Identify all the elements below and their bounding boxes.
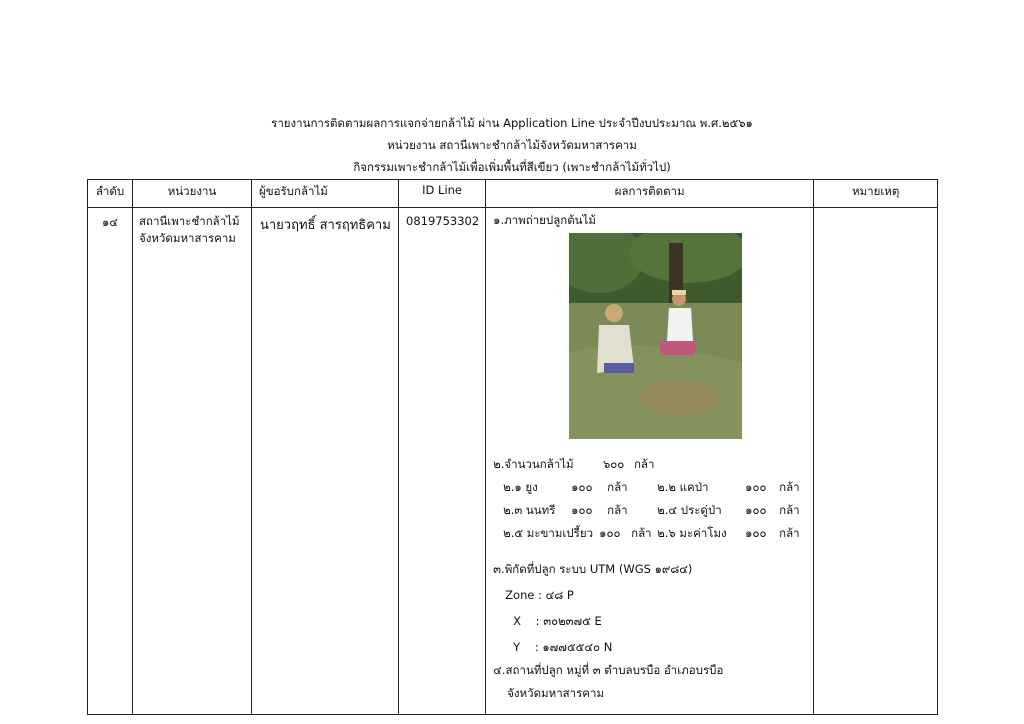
species-unit: กล้า	[607, 503, 628, 517]
utm-y: Y : ๑๗๗๕๕๔๐ N	[513, 640, 613, 654]
utm-x: X : ๓๐๒๓๗๕ E	[513, 614, 602, 628]
species-name: ๒.๑ ยูง	[503, 480, 538, 494]
count-label: ๒.จำนวนกล้าไม้	[493, 457, 574, 471]
species-qty: ๑๐๐	[745, 526, 767, 540]
species-row-1	[493, 476, 813, 499]
planting-photo	[569, 233, 742, 439]
count-value: ๖๐๐	[602, 457, 625, 471]
agency-name: สถานีเพาะชำกล้าไม้จังหวัดมหาสารคาม	[139, 214, 240, 245]
species-qty: ๑๐๐	[571, 503, 593, 517]
col-header-agency: หน่วยงาน	[133, 180, 252, 208]
order-number: ๑๔	[101, 215, 118, 229]
place-line-2: จังหวัดมหาสารคาม	[507, 686, 605, 700]
col-header-result: ผลการติดตาม	[486, 180, 814, 208]
utm-zone: Zone : ๔๘ P	[505, 588, 574, 602]
species-unit: กล้า	[779, 480, 800, 494]
species-name: ๒.๓ นนทรี	[503, 503, 556, 517]
species-name: ๒.๒ แคป่า	[657, 480, 709, 494]
count-unit: กล้า	[633, 457, 655, 471]
col-header-id-line: ID Line	[399, 180, 486, 208]
cell-result	[486, 208, 814, 715]
species-qty: ๑๐๐	[745, 503, 767, 517]
table-header-row	[88, 180, 938, 208]
species-unit: กล้า	[779, 526, 800, 540]
species-unit: กล้า	[607, 480, 628, 494]
species-qty: ๑๐๐	[745, 480, 767, 494]
note-value	[814, 208, 937, 213]
col-header-note: หมายเหตุ	[814, 180, 938, 208]
col-header-recipient: ผู้ขอรับกล้าไม้	[252, 180, 399, 208]
species-unit: กล้า	[779, 503, 800, 517]
species-qty: ๑๐๐	[571, 480, 593, 494]
cell-recipient	[252, 208, 399, 715]
cell-agency	[133, 208, 252, 715]
photo-title: ๑.ภาพถ่ายปลูกต้นไม้	[493, 213, 596, 227]
table-row	[88, 208, 938, 715]
report-unit: หน่วยงาน สถานีเพาะชำกล้าไม้จังหวัดมหาสารคาม	[387, 138, 637, 152]
cell-id-line	[399, 208, 486, 715]
coord-title: ๓.พิกัดที่ปลูก ระบบ UTM (WGS ๑๙๘๔)	[493, 562, 693, 576]
place-line-1: ๔.สถานที่ปลูก หมู่ที่ ๓ ตำบลบรบือ อำเภอบรบือ	[493, 663, 724, 677]
species-name: ๒.๕ มะขามเปรี้ยว	[503, 526, 594, 540]
species-qty: ๑๐๐	[599, 526, 621, 540]
species-name: ๒.๖ มะค่าโมง	[657, 526, 727, 540]
count-line	[493, 453, 813, 476]
col-header-order: ลำดับ	[88, 180, 133, 208]
species-row-2	[493, 499, 813, 522]
cell-note	[814, 208, 938, 715]
report-table	[87, 179, 938, 715]
species-unit: กล้า	[631, 526, 652, 540]
report-activity: กิจกรรมเพาะชำกล้าไม้เพื่อเพิ่มพื้นที่สีเขียว (เพาะชำกล้าไม้ทั่วไป)	[353, 160, 671, 174]
id-line-value: 0819753302	[406, 214, 480, 228]
recipient-name: นายวฤทธิ์ สารฤทธิคาม	[260, 218, 391, 233]
species-name: ๒.๔ ประดู่ป่า	[657, 503, 722, 517]
report-title: รายงานการติดตามผลการแจกจ่ายกล้าไม้ ผ่าน Application Line ประจำปีงบประมาณ พ.ศ.๒๕๖๑	[271, 116, 753, 130]
species-row-3	[493, 522, 813, 545]
cell-order	[88, 208, 133, 715]
